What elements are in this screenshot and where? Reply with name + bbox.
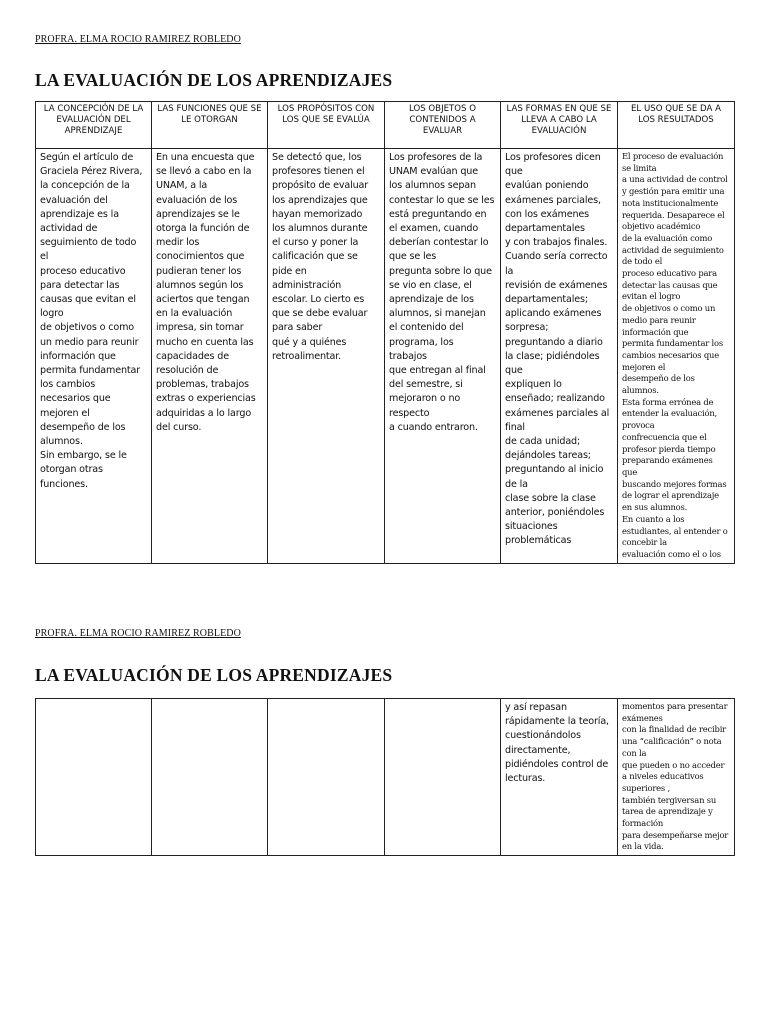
page-title: LA EVALUACIÓN DE LOS APRENDIZAJES (35, 70, 393, 90)
cell-text: Los profesores dicen que evalúan poniendo exámenes parciales, con los exámenes departamentales y con trabajos finales. Cuando sería correcto la revisión de exámenes departamentales; aplicando exámenes sorpresa; preguntando a diario la clase; pidiéndoles que expliquen lo enseñado; realizando exámenes parciales al final de cada unidad; dejándoles tareas; preguntando al inicio de la clase sobre la clase anterior, poniéndoles situaciones problemáticas (505, 152, 610, 547)
author-line: PROFRA. ELMA ROCIO RAMIREZ ROBLEDO (35, 34, 241, 45)
cell-text: Se detectó que, los profesores tienen el propósito de evaluar los aprendizajes que hayan memorizado los alumnos durante el curso y poner la calificación que se pide en administración escolar. Lo cierto es que se debe evaluar para saber qué y a quiénes retroalimentar. (272, 152, 369, 362)
cell-uso (618, 699, 735, 856)
header-propositos: LOS PROPÓSITOS CON LOS QUE SE EVALÚA (268, 102, 385, 149)
evaluation-table-continued (35, 698, 735, 856)
cell-concepcion (36, 149, 152, 564)
header-funciones: LAS FUNCIONES QUE SE LE OTORGAN (152, 102, 268, 149)
page-title: LA EVALUACIÓN DE LOS APRENDIZAJES (35, 665, 393, 685)
cell-text: momentos para presentar exámenes con la finalidad de recibir una “calificación” o nota con la que pueden o no acceder a niveles educativos superiores , también tergiversan su tarea de aprendizaje y formación para desempeñarse mejor en la vida. (622, 701, 729, 852)
cell-concepcion (36, 699, 152, 856)
cell-text: El proceso de evaluación se limita a una actividad de control y gestión para emitir una nota institucionalmente requerida. Desaparece el objetivo académico de la evaluación como actividad de seguimiento de todo el proceso educativo para detectar las causas que evitan el logro de objetivos o como un medio para reunir información que permita fundamentar los cambios necesarios que mejoren el desempeño de los alumnos. Esta forma errónea de entender la evaluación, provoca confrecuencia que el profesor pierda tiempo preparando exámenes que buscando mejores formas de lograr el aprendizaje en sus alumnos. En cuanto a los estudiantes, al entender o concebir la evaluación como el o los (622, 151, 728, 559)
cell-formas (501, 149, 618, 564)
header-formas: LAS FORMAS EN QUE SE LLEVA A CABO LA EVALUACIÓN (501, 102, 618, 149)
header-objetos: LOS OBJETOS O CONTENIDOS A EVALUAR (385, 102, 501, 149)
header-uso: EL USO QUE SE DA A LOS RESULTADOS (618, 102, 735, 149)
cell-uso (618, 149, 735, 564)
cell-text: En una encuesta que se llevó a cabo en la UNAM, a la evaluación de los aprendizajes se le otorga la función de medir los conocimientos que pudieran tener los alumnos según los aciertos que tengan en la evaluación impresa, sin tomar mucho en cuenta las capacidades de resolución de problemas, trabajos extras o experiencias adquiridas a lo largo del curso. (156, 152, 256, 433)
cell-text: y así repasan rápidamente la teoría, cuestionándolos directamente, pidiéndoles control de lecturas. (505, 702, 609, 785)
header-concepcion: LA CONCEPCIÓN DE LA EVALUACIÓN DEL APRENDIZAJE (36, 102, 152, 149)
cell-funciones (152, 149, 268, 564)
evaluation-table (35, 101, 735, 564)
table-header-row (36, 102, 735, 149)
cell-objetos (385, 699, 501, 856)
cell-propositos (268, 149, 385, 564)
cell-propositos (268, 699, 385, 856)
cell-funciones (152, 699, 268, 856)
table-row (36, 149, 735, 564)
cell-formas (501, 699, 618, 856)
table-row (36, 699, 735, 856)
cell-text: Según el artículo de Graciela Pérez Rivera, la concepción de la evaluación del aprendizaje es la actividad de seguimiento de todo el proceso educativo para detectar las causas que evitan el logro de objetivos o como un medio para reunir información que permita fundamentar los cambios necesarios que mejoren el desempeño de los alumnos. Sin embargo, se le otorgan otras funciones. (40, 152, 143, 490)
author-line: PROFRA. ELMA ROCIO RAMIREZ ROBLEDO (35, 628, 241, 639)
cell-text: Los profesores de la UNAM evalúan que los alumnos sepan contestar lo que se les está preguntando en el examen, cuando deberían contestar lo que se les pregunta sobre lo que se vio en clase, el aprendizaje de los alumnos, si manejan el contenido del programa, los trabajos que entregan al final del semestre, si mejoraron o no respecto a cuando entraron. (389, 152, 495, 433)
cell-objetos (385, 149, 501, 564)
